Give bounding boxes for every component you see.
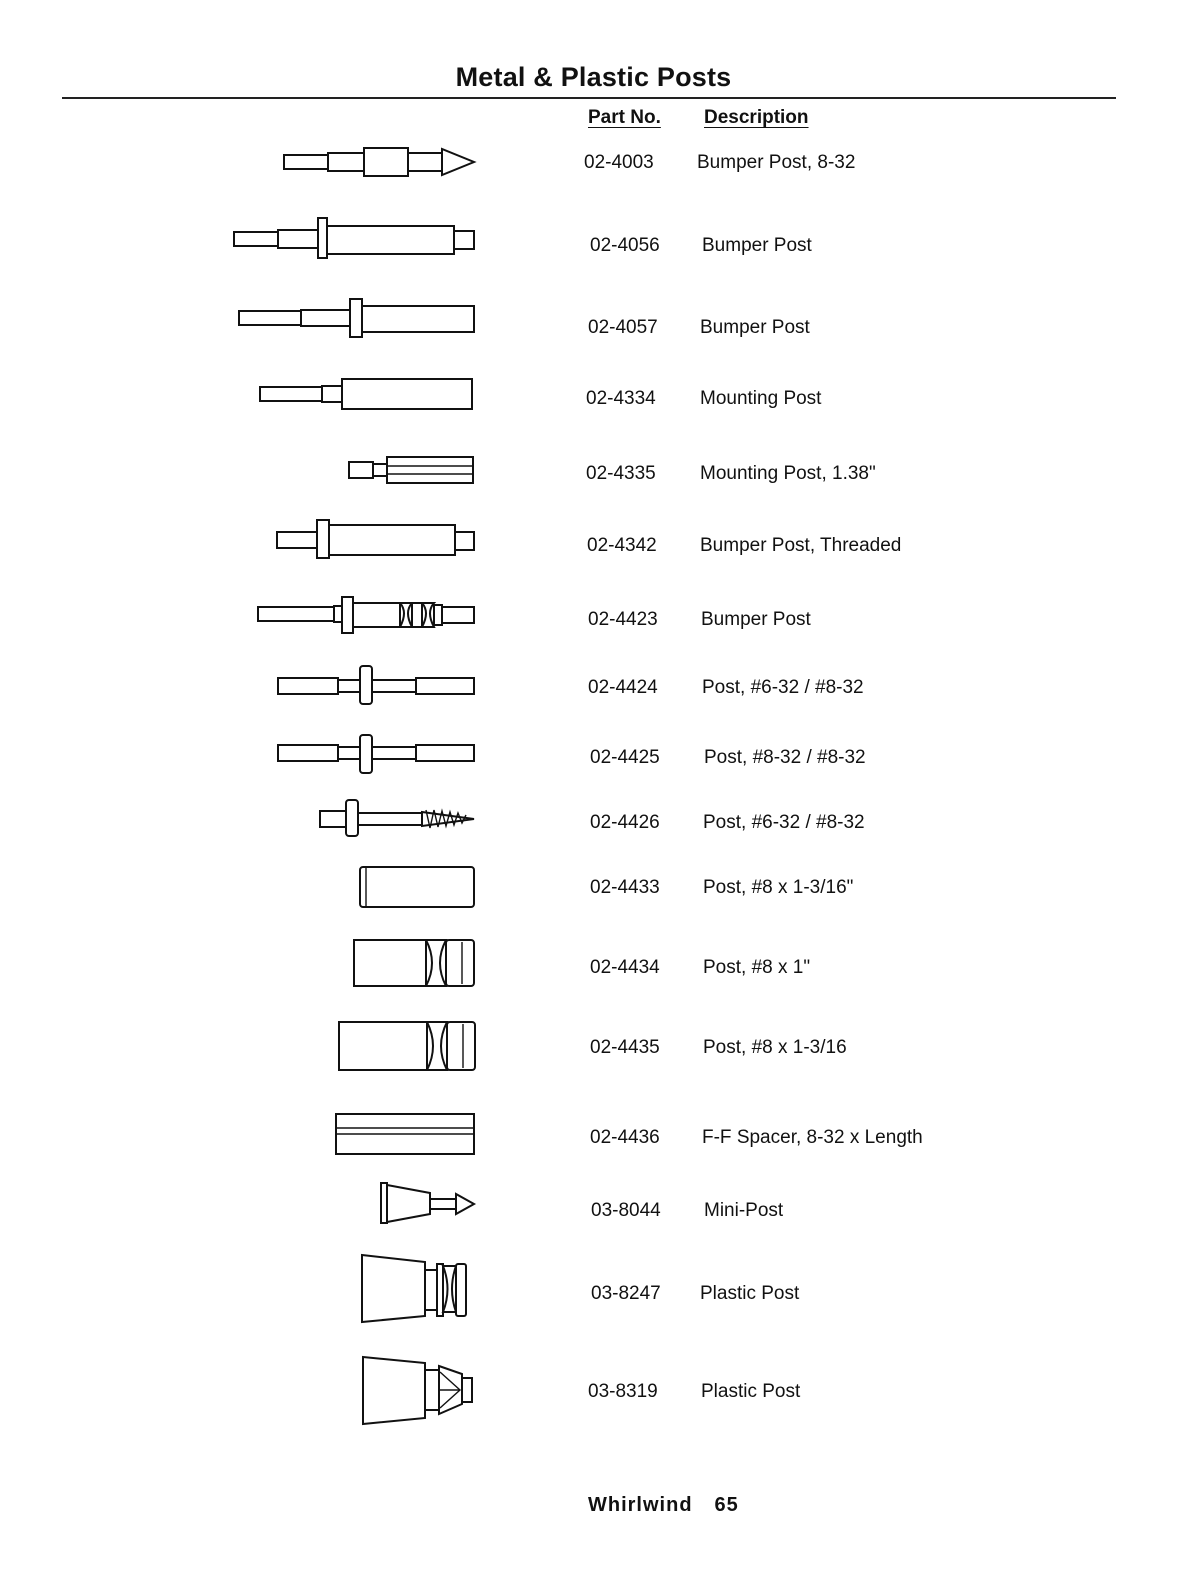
part-number: 02-4426 [590,812,660,833]
part-description: Bumper Post [700,317,810,338]
part-number: 03-8319 [588,1381,658,1402]
part-number: 02-4435 [590,1037,660,1058]
part-row [0,535,1187,575]
part-number: 02-4436 [590,1127,660,1148]
part-row [0,677,1187,717]
part-description: Bumper Post [701,609,811,630]
part-row [0,1037,1187,1077]
part-row [0,463,1187,503]
page-footer [588,1494,739,1517]
part-row [0,235,1187,275]
part-description: Plastic Post [701,1381,801,1402]
part-description: Mounting Post [700,388,822,409]
part-row [0,812,1187,852]
part-row [0,1381,1187,1421]
part-row [0,317,1187,357]
part-number: 02-4056 [590,235,660,256]
part-number: 02-4335 [586,463,656,484]
part-row [0,877,1187,917]
part-description: Bumper Post, Threaded [700,535,902,556]
part-row [0,1283,1187,1323]
part-number: 02-4342 [587,535,657,556]
part-description: Plastic Post [700,1283,800,1304]
part-row [0,957,1187,997]
part-number: 02-4424 [588,677,658,698]
part-number: 03-8247 [591,1283,661,1304]
part-description: Post, #6-32 / #8-32 [702,677,864,698]
part-row [0,388,1187,428]
part-description: Post, #8-32 / #8-32 [704,747,866,768]
footer-book-title: Whirlwind [588,1494,693,1516]
part-description: Post, #8 x 1" [703,957,811,978]
part-description: Bumper Post, 8-32 [697,152,856,173]
part-row [0,152,1187,192]
part-description: Post, #8 x 1-3/16 [703,1037,847,1058]
part-number: 03-8044 [591,1200,661,1221]
description-header: Description [704,107,809,128]
part-number: 02-4057 [588,317,658,338]
part-description: Mini-Post [704,1200,784,1221]
part-no-header: Part No. [588,107,661,128]
page-title: Metal & Plastic Posts [455,62,732,92]
part-description: Post, #6-32 / #8-32 [703,812,865,833]
part-number: 02-4003 [584,152,654,173]
part-number: 02-4434 [590,957,660,978]
part-description: F-F Spacer, 8-32 x Length [702,1127,923,1148]
part-number: 02-4423 [588,609,658,630]
part-row [0,747,1187,787]
part-row [0,1127,1187,1167]
part-number: 02-4334 [586,388,656,409]
page-number: 65 [714,1494,739,1516]
part-description: Bumper Post [702,235,812,256]
part-row [0,1200,1187,1240]
part-description: Mounting Post, 1.38" [700,463,876,484]
part-number: 02-4433 [590,877,660,898]
part-row [0,609,1187,649]
part-number: 02-4425 [590,747,660,768]
part-description: Post, #8 x 1-3/16" [703,877,854,898]
